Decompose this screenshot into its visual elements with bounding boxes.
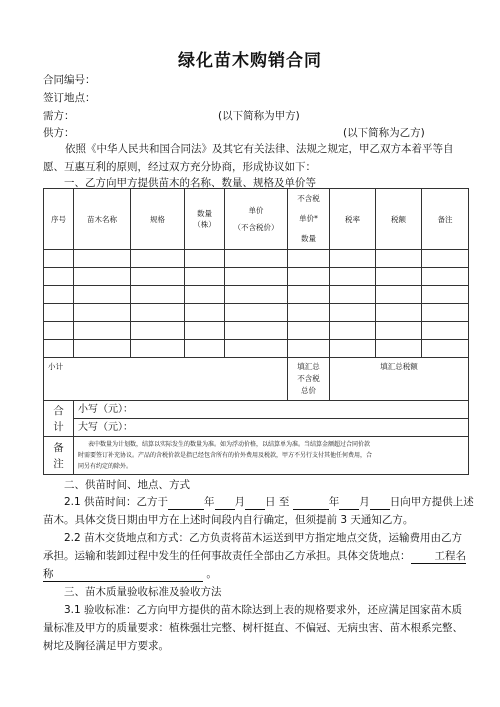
subtotal-extended-line2: 不含税 bbox=[297, 374, 320, 383]
end-month-label: 月 bbox=[359, 496, 370, 508]
start-month-label: 月 bbox=[234, 496, 246, 508]
remark-note-line2: 时需要签订补充协议。产品的含税价款是指已经包含所有的价外费用及税款，甲方不另行支付其他任何费用，合 bbox=[78, 452, 373, 459]
quality-line2: 量标准及甲方的质量要求：植株强壮完整、树杆挺直、不偏冠、无病虫害、苗木根系完整、 bbox=[43, 622, 463, 634]
col-header-remark: 备注 bbox=[422, 189, 469, 250]
col-header-extended-line3: 数量 bbox=[301, 234, 316, 243]
seller-label: 供方： bbox=[43, 127, 75, 139]
subtotal-extended-line1: 填汇总 bbox=[297, 362, 320, 371]
table-row bbox=[44, 340, 469, 358]
subtotal-label: 小计 bbox=[44, 358, 288, 401]
end-month-blank[interactable] bbox=[339, 495, 359, 510]
subtotal-extended-line3: 总价 bbox=[301, 386, 316, 395]
remark-label-line1: 备 bbox=[53, 441, 64, 454]
table-row bbox=[44, 304, 469, 322]
table-header-row bbox=[44, 189, 469, 250]
table-row bbox=[44, 268, 469, 286]
supply-time-line2: 苗木。具体交货日期由甲方在上述时间段内自行确定，但须提前 3 天通知乙方。 bbox=[43, 514, 414, 526]
col-header-no: 序号 bbox=[44, 189, 74, 250]
total-label-line2: 计 bbox=[53, 420, 64, 433]
delivery-place-label: 承担。运输和装卸过程中发生的任何事故责任全部由乙方承担。具体交货地点： bbox=[43, 550, 411, 562]
end-year-label: 年 bbox=[328, 496, 340, 508]
remark-note-line3: 同另有约定的除外。 bbox=[78, 463, 133, 470]
total-label bbox=[44, 401, 74, 437]
buyer-label: 需方： bbox=[43, 110, 75, 122]
delivery-place-blank[interactable] bbox=[411, 549, 435, 564]
start-year-blank[interactable] bbox=[168, 495, 204, 510]
total-label-line1: 合 bbox=[53, 404, 64, 417]
subtotal-row bbox=[44, 358, 469, 401]
remark-label-line2: 注 bbox=[53, 457, 64, 470]
section-1-heading: 一、乙方向甲方提供苗木的名称、数量、规格及单价等 bbox=[64, 177, 316, 189]
quality-line1: 3.1 验收标准：乙方向甲方提供的苗木除达到上表的规格要求外，还应满足国家苗木质 bbox=[64, 604, 463, 616]
start-day-blank[interactable] bbox=[245, 495, 265, 510]
supply-time-prefix: 2.1 供苗时间：乙方于 bbox=[64, 496, 169, 508]
supply-time-suffix: 日向甲方提供上述 bbox=[389, 496, 474, 508]
delivery-line3 bbox=[43, 567, 217, 582]
sign-place-label: 签订地点： bbox=[43, 92, 96, 104]
total-lower-field: 小写（元）： bbox=[74, 401, 469, 419]
col-header-extended-line1: 不含税 bbox=[297, 194, 320, 203]
remark-row bbox=[44, 437, 469, 475]
buyer-alias: (以下简称为甲方) bbox=[218, 110, 300, 122]
to-label: 至 bbox=[278, 496, 290, 508]
col-header-qty bbox=[185, 189, 225, 250]
col-header-price-line2: （不含税价） bbox=[233, 223, 279, 232]
col-header-price-line1: 单价 bbox=[248, 206, 264, 215]
col-header-tax-amount: 税额 bbox=[376, 189, 422, 250]
delivery-end-mark: 。 bbox=[206, 568, 217, 580]
col-header-tax-rate: 税率 bbox=[330, 189, 376, 250]
subtotal-tax-cell: 填汇总税额 bbox=[330, 358, 469, 401]
table-row bbox=[44, 322, 469, 340]
table-row bbox=[44, 286, 469, 304]
project-name-cont: 称 bbox=[43, 568, 54, 580]
quality-line3: 树坨及胸径满足甲方要求。 bbox=[43, 640, 169, 652]
col-header-name: 苗木名称 bbox=[74, 189, 131, 250]
delivery-line1: 2.2 苗木交货地点和方式：乙方负责将苗木运送到甲方指定地点交货，运输费用由乙方 bbox=[64, 532, 463, 544]
col-header-qty-line1: 数量 bbox=[197, 209, 212, 218]
start-month-blank[interactable] bbox=[215, 495, 235, 510]
delivery-line2 bbox=[43, 549, 466, 564]
seller-alias: (以下简称为乙方) bbox=[343, 127, 425, 139]
project-name-blank[interactable] bbox=[43, 567, 203, 582]
col-header-price bbox=[225, 189, 288, 250]
contract-number-label: 合同编号： bbox=[43, 74, 96, 86]
col-header-extended-line2: 单价* bbox=[299, 214, 318, 223]
goods-table bbox=[43, 188, 469, 475]
col-header-spec: 规格 bbox=[131, 189, 185, 250]
project-name-text: 工程名 bbox=[434, 550, 466, 562]
supply-time-line1 bbox=[64, 495, 474, 510]
total-upper-row bbox=[44, 419, 469, 437]
start-year-label: 年 bbox=[204, 496, 215, 508]
end-year-blank[interactable] bbox=[293, 495, 329, 510]
section-2-heading: 二、供苗时间、地点、方式 bbox=[64, 479, 190, 491]
col-header-extended bbox=[288, 189, 330, 250]
intro-paragraph: 依照《中华人民共和国合同法》及其它有关法律、法规之规定，甲乙双方本着平等自愿、互惠互利的原则，经过双方充分协商，形成协议如下： bbox=[43, 143, 454, 173]
section-3-heading: 三、苗木质量验收标准及验收方法 bbox=[64, 586, 222, 598]
remark-note bbox=[74, 437, 469, 475]
col-header-qty-line2: （株） bbox=[193, 220, 216, 229]
table-row bbox=[44, 250, 469, 268]
remark-note-line1: 表中数量为计划数，结算以实际发生的数量为准。如为浮动价格，以结算单为准。当结算金额超过合同价款 bbox=[88, 441, 371, 448]
total-upper-field: 大写（元）： bbox=[74, 419, 469, 437]
start-day-label: 日 bbox=[265, 496, 276, 508]
end-day-blank[interactable] bbox=[370, 495, 390, 510]
remark-label bbox=[44, 437, 74, 475]
contract-title: 绿化苗木购销合同 bbox=[178, 51, 322, 71]
total-lower-row bbox=[44, 401, 469, 419]
subtotal-extended-cell bbox=[288, 358, 330, 401]
